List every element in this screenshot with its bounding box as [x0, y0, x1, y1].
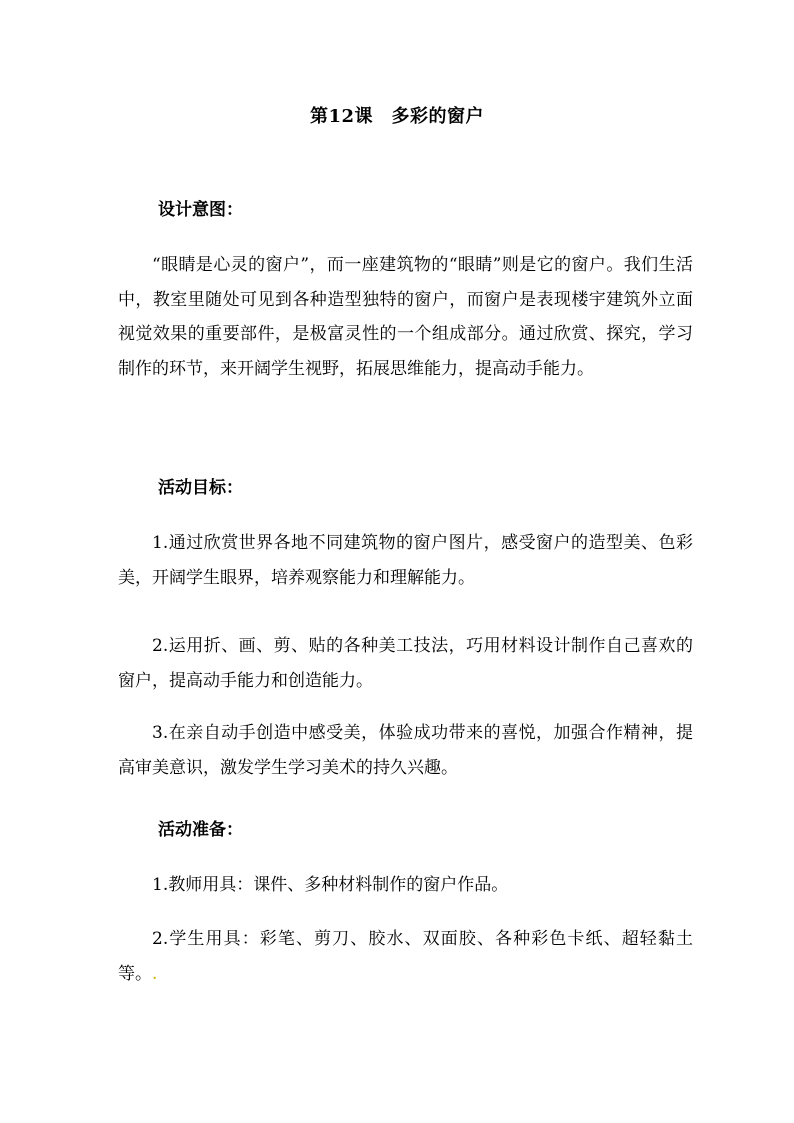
trailing-dot: .	[152, 963, 158, 984]
goal-item-1: 1.通过欣赏世界各地不同建筑物的窗户图片，感受窗户的造型美、色彩美，开阔学生眼界，培养观察能力和理解能力。	[118, 533, 693, 588]
section-heading-goals: 活动目标：	[158, 478, 243, 498]
section-heading-prep: 活动准备：	[158, 820, 243, 840]
prep-item-2	[118, 922, 693, 991]
prep-item-2-text: 2.学生用具：彩笔、剪刀、胶水、双面胶、各种彩色卡纸、超轻黏土等。	[118, 929, 693, 984]
design-paragraph: “眼睛是心灵的窗户”，而一座建筑物的“眼睛”则是它的窗户。我们生活中，教室里随处可见到各种造型独特的窗户，而窗户是表现楼宇建筑外立面视觉效果的重要部件，是极富灵性的一个组成部分。通过欣赏、探究，学习制作的环节，来开阔学生视野，拓展思维能力，提高动手能力。	[118, 255, 693, 379]
prep-item-1: 1.教师用具：课件、多种材料制作的窗户作品。	[152, 875, 509, 895]
goal-item-3: 3.在亲自动手创造中感受美，体验成功带来的喜悦，加强合作精神，提高审美意识，激发学生学习美术的持久兴趣。	[118, 723, 693, 778]
section-heading-design: 设计意图：	[158, 200, 243, 220]
page-title: 第12课 多彩的窗户	[309, 106, 485, 127]
goal-item-2: 2.运用折、画、剪、贴的各种美工技法，巧用材料设计制作自己喜欢的窗户，提高动手能力和创造能力。	[118, 636, 693, 691]
